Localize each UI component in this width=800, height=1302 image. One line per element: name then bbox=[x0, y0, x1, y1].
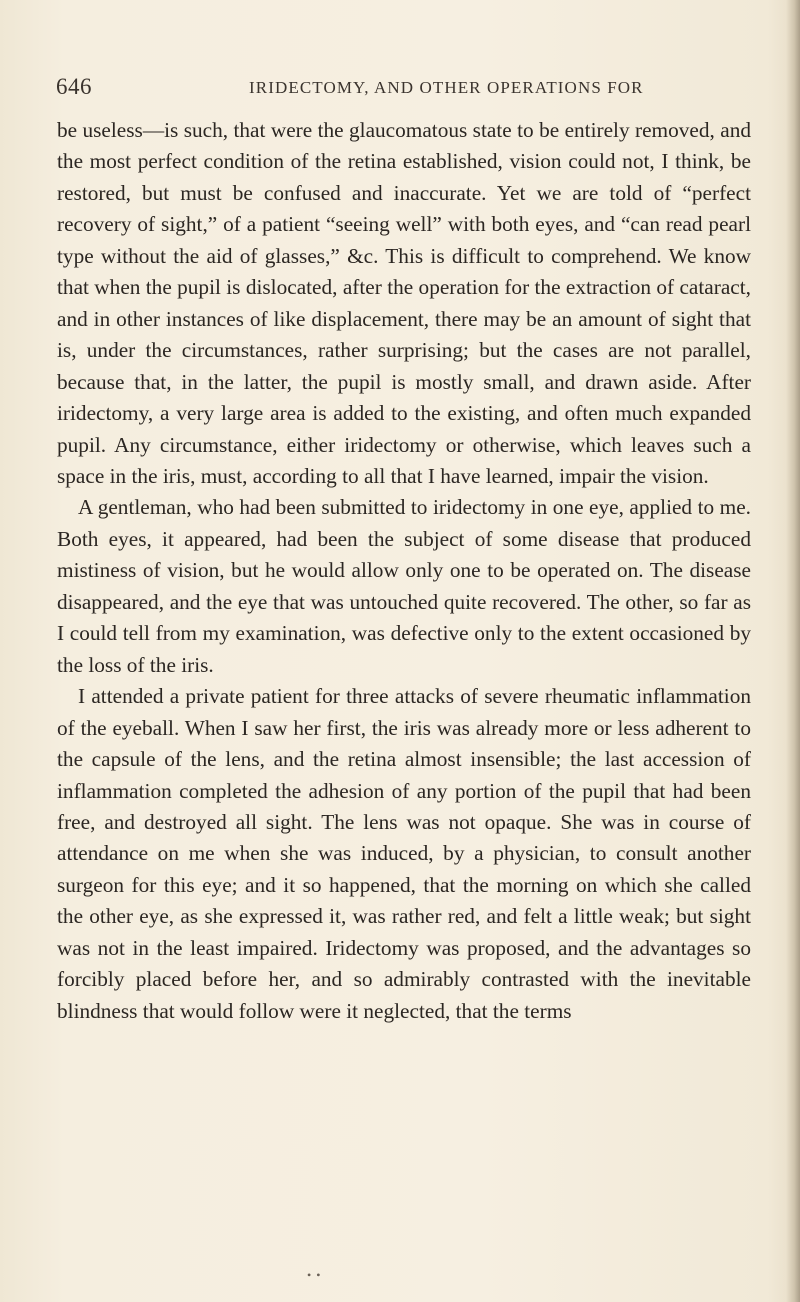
ink-speck: • • bbox=[307, 1268, 322, 1282]
page-edge-shadow bbox=[786, 0, 800, 1302]
running-head: IRIDECTOMY, AND OTHER OPERATIONS FOR bbox=[249, 78, 644, 97]
paragraph-continued: be useless—is such, that were the glaucomatous state to be entirely removed, and the most perfect condition of the retina established, vision could not, I think, be restored, but must be confused and inaccurate. Yet we are told of “perfect recovery of sight,” of a patient “seeing well” with both eyes, and “can read pearl type without the aid of glasses,” &c. This is difficult to comprehend. We know that when the pupil is dislocated, after the operation for the extraction of cataract, and in other instances of like displacement, there may be an amount of sight that is, under the circumstances, rather surprising; but the cases are not parallel, because that, in the latter, the pupil is mostly small, and drawn aside. After iridectomy, a very large area is added to the existing, and often much expanded pupil. Any circumstance, either iridectomy or otherwise, which leaves such a space in the iris, must, according to all that I have learned, impair the vision. bbox=[57, 118, 751, 488]
paragraph-gentleman-case: A gentleman, who had been submitted to iridectomy in one eye, applied to me. Both eyes, it appeared, had been the subject of some disease that produced mistiness of vision, but he would allow only one to be operated on. The disease disappeared, and the eye that was untouched quite recovered. The other, so far as I could tell from my examination, was defective only to the extent occasioned by the loss of the iris. bbox=[57, 495, 751, 677]
paragraph-private-patient-case: I attended a private patient for three attacks of severe rheumatic inflammation of the eyeball. When I saw her first, the iris was already more or less adherent to the capsule of the lens, and the retina almost insensible; the last accession of inflammation completed the adhesion of any portion of the pupil that had been free, and destroyed all sight. The lens was not opaque. She was in course of attendance on me when she was induced, by a physician, to consult another surgeon for this eye; and it so happened, that the morning on which she called the other eye, as she expressed it, was rather red, and felt a little weak; but sight was not in the least impaired. Iridectomy was proposed, and the advantages so forcibly placed before her, and so admirably contrasted with the inevitable blindness that would follow were it neglected, that the terms bbox=[57, 684, 751, 1023]
page-header bbox=[56, 74, 756, 104]
page-number: 646 bbox=[56, 74, 92, 99]
body-text bbox=[57, 115, 751, 1027]
